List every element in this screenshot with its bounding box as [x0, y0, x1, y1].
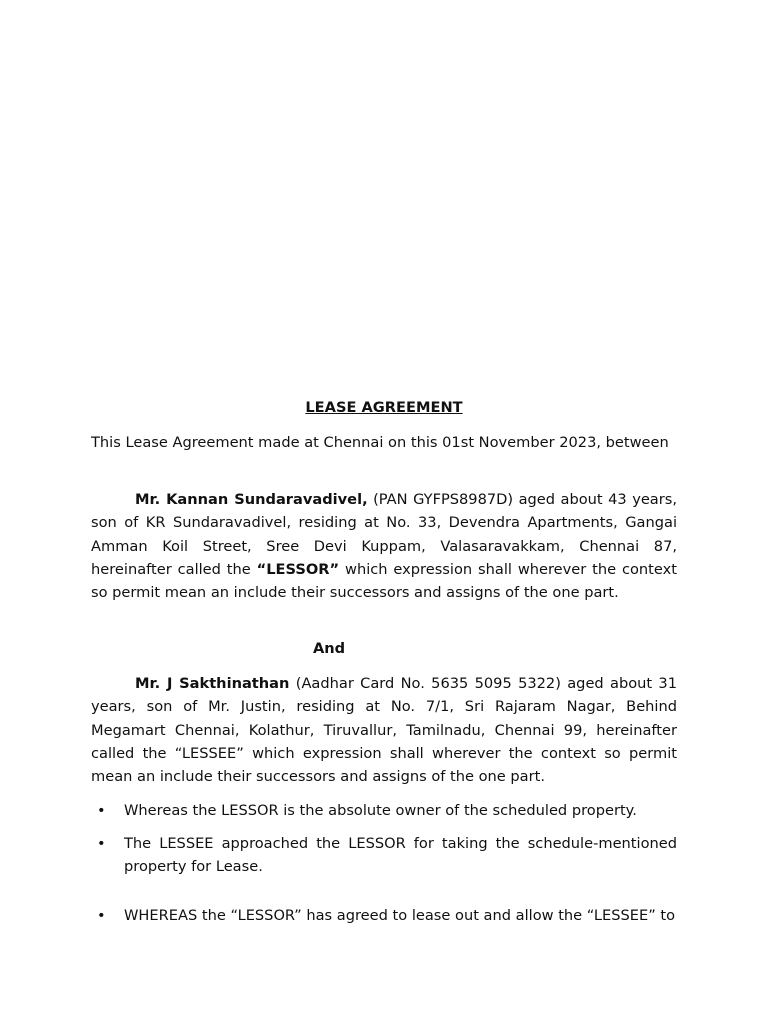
and-conjunction: And — [313, 640, 346, 657]
lessee-name: Mr. J Sakthinathan — [135, 675, 290, 692]
lessee-paragraph — [91, 672, 677, 788]
lessor-role: “LESSOR” — [256, 560, 340, 578]
lessor-paragraph — [91, 488, 677, 604]
lessor-details: (PAN GYFPS8987D) aged about 43 years, son of KR Sundaravadivel, residing at No. 33, Devendra Apartments, Gangai Amman Koil Street, Sree Devi Kuppam, Valasaravakkam, Chennai 87, hereinafter called the — [91, 491, 677, 578]
lessee-details: (Aadhar Card No. 5635 5095 5322) aged about 31 years, son of Mr. Justin, residing at No. 7/1, Sri Rajaram Nagar, Behind Megamart Chennai, Kolathur, Tiruvallur, Tamilnadu, Chennai 99, hereinafter called the “LESSEE” which expression shall wherever the context so permit mean an include their successors and assigns of the one part. — [91, 675, 678, 786]
list-item-text: The LESSEE approached the LESSOR for taking the schedule-mentioned property for Lease. — [124, 835, 677, 876]
lessor-name: Mr. Kannan Sundaravadivel, — [135, 491, 368, 508]
intro-paragraph: This Lease Agreement made at Chennai on this 01st November 2023, between — [91, 434, 669, 451]
list-item-text: WHEREAS the “LESSOR” has agreed to lease out and allow the “LESSEE” to — [124, 907, 676, 924]
bullet-icon: • — [97, 802, 106, 819]
lessor-closing: which expression shall wherever the context so permit mean an include their successors and assigns of the one part. — [91, 560, 677, 602]
bullet-icon: • — [97, 835, 106, 852]
list-item-text: Whereas the LESSOR is the absolute owner of the scheduled property. — [124, 802, 637, 819]
bullet-icon: • — [97, 907, 106, 924]
document-title: LEASE AGREEMENT — [305, 399, 463, 416]
